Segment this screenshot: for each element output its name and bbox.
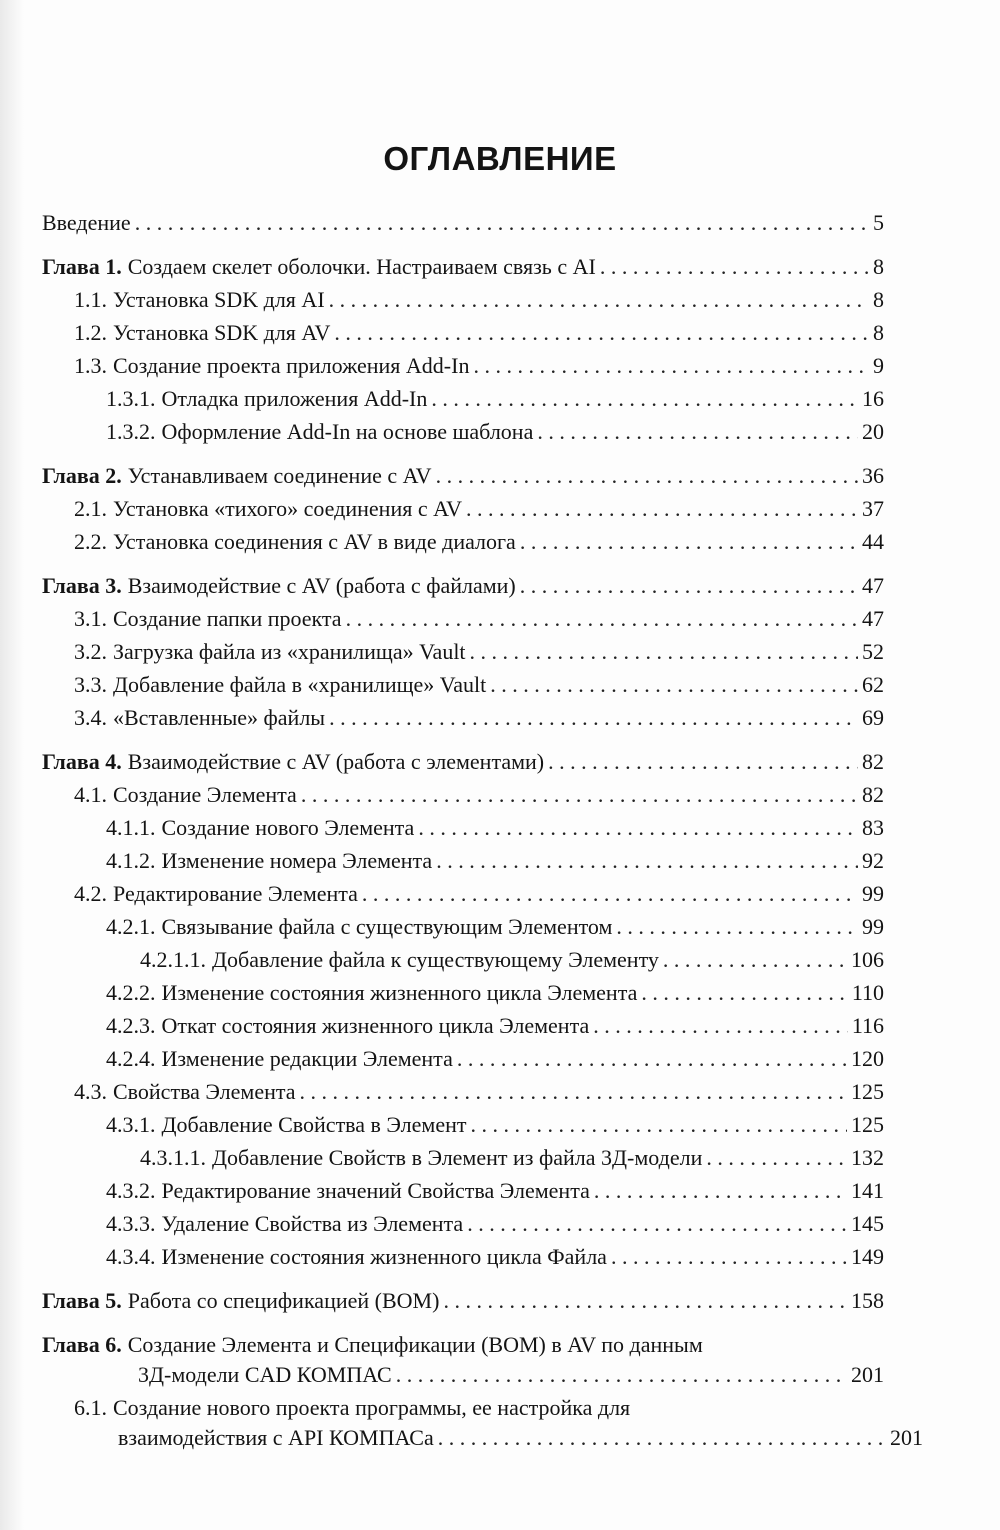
toc-label: Редактирование Элемента — [113, 881, 358, 906]
toc-leader — [329, 287, 869, 313]
toc-page-number: 37 — [862, 496, 884, 521]
toc-leader — [470, 1112, 847, 1138]
toc-page-number: 201 — [890, 1425, 923, 1450]
toc-label: Изменение редакции Элемента — [161, 1046, 453, 1071]
toc-leader — [334, 320, 869, 346]
toc-entry[interactable] — [42, 980, 884, 1013]
toc-chapter-number: Глава 2. — [42, 463, 122, 488]
toc-label: Загрузка файла из «хранилища» Vault — [113, 639, 466, 664]
toc-page-number: 20 — [862, 419, 884, 444]
toc-page-number: 110 — [851, 980, 884, 1005]
toc-page-number: 82 — [862, 749, 884, 774]
toc-entry[interactable] — [42, 782, 884, 815]
toc-label: Добавление Свойств в Элемент из файла 3Д-модели — [212, 1145, 703, 1170]
toc-leader — [135, 210, 869, 236]
toc-leader — [431, 386, 858, 412]
toc-page-number: 201 — [851, 1362, 884, 1387]
toc-chapter-number: Глава 6. — [42, 1332, 122, 1357]
toc-leader — [346, 606, 858, 632]
toc-section-number: 4.2.2. — [106, 980, 156, 1005]
toc-label: Устанавливаем соединение с AV — [127, 463, 432, 488]
toc-entry-chapter-2[interactable] — [42, 463, 884, 496]
toc-page-number: 99 — [862, 914, 884, 939]
toc-section-number: 2.1. — [74, 496, 107, 521]
toc-page-number: 106 — [851, 947, 884, 972]
toc-entry[interactable] — [42, 606, 884, 639]
toc-section-number: 2.2. — [74, 529, 107, 554]
toc-label: Отладка приложения Add-In — [161, 386, 428, 411]
toc-label: Создаем скелет оболочки. Настраиваем связь с AI — [127, 254, 596, 279]
toc-leader — [641, 980, 847, 1006]
toc-label: Установка «тихого» соединения с AV — [113, 496, 463, 521]
toc-leader — [467, 1211, 847, 1237]
toc-entry-chapter-1[interactable] — [42, 254, 884, 287]
toc-entry[interactable] — [42, 287, 884, 320]
toc-entry-chapter-5[interactable] — [42, 1288, 884, 1321]
toc-label: Создание проекта приложения Add-In — [113, 353, 470, 378]
toc-page-number: 36 — [862, 463, 884, 488]
page-edge-shadow — [0, 0, 24, 1530]
toc-page-number: 120 — [851, 1046, 884, 1071]
toc-entry[interactable] — [42, 881, 884, 914]
toc-entry[interactable] — [42, 529, 884, 562]
toc-leader — [520, 529, 858, 555]
toc-entry-chapter-6[interactable] — [42, 1332, 884, 1362]
toc-leader — [436, 463, 858, 489]
toc-chapter-number: Глава 4. — [42, 749, 122, 774]
toc-label: Создание папки проекта — [113, 606, 342, 631]
toc-section-number: 3.3. — [74, 672, 107, 697]
toc-label: Добавление файла в «хранилище» Vault — [113, 672, 487, 697]
toc-section-number: 1.3. — [74, 353, 107, 378]
toc-label: Работа со спецификацией (BOM) — [127, 1288, 440, 1313]
toc-section-number: 4.2. — [74, 881, 107, 906]
toc-label: Свойства Элемента — [113, 1079, 296, 1104]
toc-page-number: 16 — [862, 386, 884, 411]
toc-label: Добавление Свойства в Элемент — [161, 1112, 467, 1137]
toc-section-number: 4.3.1.1. — [140, 1145, 206, 1170]
toc-page-number: 116 — [851, 1013, 884, 1038]
toc-label: Введение — [42, 210, 131, 235]
toc-label: Взаимодействие с AV (работа с файлами) — [127, 573, 516, 598]
toc-label: Откат состояния жизненного цикла Элемента — [161, 1013, 590, 1038]
toc-label: Создание Элемента — [113, 782, 297, 807]
toc-leader — [466, 496, 858, 522]
toc-leader — [457, 1046, 847, 1072]
toc-leader — [706, 1145, 847, 1171]
toc-page-number: 83 — [862, 815, 884, 840]
toc-entry[interactable] — [42, 1013, 884, 1046]
toc-entry-6-1-continuation[interactable] — [42, 1425, 923, 1458]
toc-section-number: 4.2.1. — [106, 914, 156, 939]
toc-entry[interactable] — [42, 496, 884, 529]
toc-entry-chapter-4[interactable] — [42, 749, 884, 782]
toc-label: Удаление Свойства из Элемента — [161, 1211, 464, 1236]
toc-leader — [594, 1178, 847, 1204]
toc-page-number: 82 — [862, 782, 884, 807]
toc-leader — [362, 881, 858, 907]
toc-entry[interactable] — [42, 914, 884, 947]
toc-label: Создание нового Элемента — [161, 815, 415, 840]
toc-entry[interactable] — [42, 386, 884, 419]
toc-entry[interactable] — [42, 320, 884, 353]
toc-page-number: 149 — [851, 1244, 884, 1269]
toc-entry-chapter-3[interactable] — [42, 573, 884, 606]
toc-leader — [611, 1244, 847, 1270]
toc-label: Установка SDK для AI — [113, 287, 325, 312]
toc-page-number: 8 — [873, 287, 884, 312]
toc-label: Редактирование значений Свойства Элемента — [161, 1178, 590, 1203]
toc-page-number: 8 — [873, 254, 884, 279]
toc-section-number: 3.4. — [74, 705, 107, 730]
toc-section-number: 4.1.1. — [106, 815, 156, 840]
toc-entry[interactable] — [42, 1112, 884, 1145]
toc-entry-chapter-6-continuation[interactable] — [42, 1362, 884, 1395]
toc-chapter-number: Глава 1. — [42, 254, 122, 279]
page-title: ОГЛАВЛЕНИЕ — [383, 140, 617, 177]
toc-page-number: 145 — [851, 1211, 884, 1236]
toc-label: Оформление Add-In на основе шаблона — [161, 419, 534, 444]
toc-section-number: 4.3.1. — [106, 1112, 156, 1137]
toc-entry[interactable] — [42, 1079, 884, 1112]
toc-page-number: 47 — [862, 606, 884, 631]
toc-label: Изменение состояния жизненного цикла Элемента — [161, 980, 638, 1005]
toc-leader — [663, 947, 847, 973]
toc-page-number: 141 — [851, 1178, 884, 1203]
toc-page-number: 125 — [851, 1079, 884, 1104]
toc-leader — [473, 353, 869, 379]
toc-label-continuation: 3Д-модели CAD КОМПАС — [138, 1362, 392, 1387]
toc-page-number: 69 — [862, 705, 884, 730]
toc-label: Установка соединения с AV в виде диалога — [113, 529, 516, 554]
toc-leader — [436, 848, 858, 874]
toc-leader — [520, 573, 858, 599]
toc-section-number: 4.3.3. — [106, 1211, 156, 1236]
toc-label: Изменение номера Элемента — [161, 848, 433, 873]
toc-label: Добавление файла к существующему Элементу — [212, 947, 659, 972]
toc-entry[interactable] — [42, 1145, 884, 1178]
toc-page-number: 99 — [862, 881, 884, 906]
toc-label-continuation: взаимодействия с API КОМПАСа — [118, 1425, 434, 1450]
toc-entry[interactable] — [42, 672, 884, 705]
toc-entry[interactable] — [42, 705, 884, 738]
toc-leader — [396, 1362, 847, 1388]
toc-entry[interactable] — [42, 947, 884, 980]
toc-section-number: 6.1. — [74, 1395, 107, 1420]
toc-leader — [548, 749, 858, 775]
toc-section-number: 4.3.2. — [106, 1178, 156, 1203]
toc-leader — [300, 1079, 847, 1105]
toc-section-number: 3.1. — [74, 606, 107, 631]
toc-page-number: 52 — [862, 639, 884, 664]
toc-leader — [593, 1013, 848, 1039]
toc-leader — [600, 254, 869, 280]
toc-label: Установка SDK для AV — [113, 320, 331, 345]
toc-leader — [301, 782, 858, 808]
table-of-contents — [42, 210, 923, 1458]
toc-label: Создание Элемента и Спецификации (BOM) в AV по данным — [127, 1332, 703, 1357]
toc-section-number: 3.2. — [74, 639, 107, 664]
toc-section-number: 4.1. — [74, 782, 107, 807]
toc-entry[interactable] — [42, 1244, 884, 1277]
toc-leader — [490, 672, 858, 698]
toc-section-number: 1.3.2. — [106, 419, 156, 444]
toc-leader — [438, 1425, 886, 1451]
toc-leader — [616, 914, 858, 940]
toc-section-number: 1.3.1. — [106, 386, 156, 411]
toc-entry-6-1[interactable] — [42, 1395, 884, 1425]
toc-entry-intro[interactable] — [42, 210, 884, 243]
toc-section-number: 1.2. — [74, 320, 107, 345]
toc-leader — [537, 419, 858, 445]
toc-entry[interactable] — [42, 1046, 884, 1079]
toc-chapter-number: Глава 3. — [42, 573, 122, 598]
toc-page-number: 62 — [862, 672, 884, 697]
toc-page-number: 125 — [851, 1112, 884, 1137]
toc-section-number: 4.1.2. — [106, 848, 156, 873]
toc-entry[interactable] — [42, 848, 884, 881]
toc-page-number: 158 — [851, 1288, 884, 1313]
toc-section-number: 4.3.4. — [106, 1244, 156, 1269]
toc-section-number: 4.3. — [74, 1079, 107, 1104]
toc-page-number: 9 — [873, 353, 884, 378]
toc-section-number: 1.1. — [74, 287, 107, 312]
toc-leader — [418, 815, 858, 841]
toc-page-number: 92 — [862, 848, 884, 873]
toc-page-number: 47 — [862, 573, 884, 598]
toc-section-number: 4.2.4. — [106, 1046, 156, 1071]
toc-leader — [470, 639, 858, 665]
toc-section-number: 4.2.1.1. — [140, 947, 206, 972]
toc-page-number: 132 — [851, 1145, 884, 1170]
toc-leader — [443, 1288, 847, 1314]
toc-chapter-number: Глава 5. — [42, 1288, 122, 1313]
toc-page-number: 5 — [873, 210, 884, 235]
toc-section-number: 4.2.3. — [106, 1013, 156, 1038]
toc-entry[interactable] — [42, 1178, 884, 1211]
toc-page-number: 8 — [873, 320, 884, 345]
toc-leader — [329, 705, 858, 731]
toc-entry[interactable] — [42, 639, 884, 672]
toc-label: Связывание файла с существующим Элементом — [161, 914, 613, 939]
toc-label: Взаимодействие с AV (работа с элементами) — [127, 749, 545, 774]
toc-entry[interactable] — [42, 1211, 884, 1244]
toc-page-number: 44 — [862, 529, 884, 554]
toc-entry[interactable] — [42, 353, 884, 386]
toc-label: Изменение состояния жизненного цикла Файла — [161, 1244, 607, 1269]
toc-label: «Вставленные» файлы — [113, 705, 326, 730]
toc-entry[interactable] — [42, 815, 884, 848]
toc-label: Создание нового проекта программы, ее настройка для — [113, 1395, 631, 1420]
toc-entry[interactable] — [42, 419, 884, 452]
